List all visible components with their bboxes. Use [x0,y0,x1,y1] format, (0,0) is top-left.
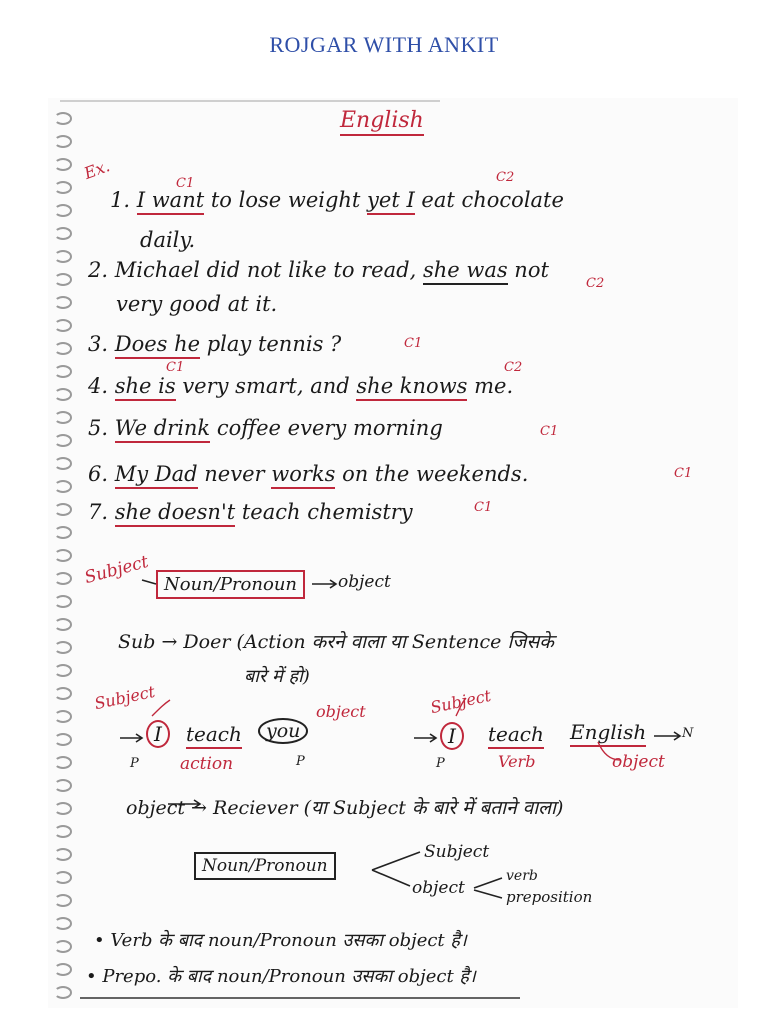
diagram2-preposition: preposition [506,888,593,906]
example-a-p2: P [296,754,305,769]
arrow-english-object [598,742,620,760]
s1-c1-mark: C1 [176,176,195,191]
s2-c2-mark: C2 [586,276,605,291]
sentence-7: 7. she doesn't teach chemistry [88,500,413,524]
s1-clause1: I want [137,188,204,215]
s6-c1-mark: C1 [674,466,693,481]
bullet-2: • Prepo. के बाद noun/Pronoun उसका object है। [86,966,476,987]
sentence-1: 1. I want to lose weight yet I eat chocolate [110,188,564,212]
example-a-you: you [258,720,308,742]
sentence-2: 2. Michael did not like to read, she was not [88,258,549,282]
arrow-subject-b [456,698,466,716]
page-header: ROJGAR WITH ANKIT [269,32,499,57]
s4-c1-mark: C1 [166,360,185,375]
example-b-object: object [612,752,665,772]
example-label: Ex. [81,156,113,183]
example-a-object: object [316,702,366,721]
diagram2-fork [372,852,420,886]
example-b-subject: Subject [428,685,493,718]
diagram2-object: object [412,878,465,898]
example-b-i: I [440,724,464,748]
diagram2-subject: Subject [424,842,490,862]
s4-c2-mark: C2 [504,360,523,375]
example-b-n: N [682,726,694,741]
diagram2-box: Noun/Pronoun [194,856,336,876]
diagram2-subfork [474,878,502,898]
example-b-verb: Verb [498,752,536,771]
arrow-example-a [120,734,142,742]
diagram1-subject: Subject [82,551,151,589]
sentence-6: 6. My Dad never works on the weekends. [88,462,528,486]
s1-c2-mark: C2 [496,170,515,185]
example-a-i: I [146,722,170,746]
arrow-object-def [168,800,200,808]
sentence-2-line2: very good at it. [116,292,278,316]
arrow-english-n [654,732,680,740]
subject-definition: Sub → Doer (Action करने वाला या Sentence जिसके [118,631,554,653]
sentence-5: 5. We drink coffee every morning [88,416,443,440]
example-a-action: action [180,754,234,774]
arrow-to-box [142,580,156,584]
arrow-subject-a [152,700,170,716]
diagram1-object: object [338,572,391,592]
diagram2-verb: verb [506,868,538,884]
sentence-1-line2: daily. [140,228,196,252]
sentence-4: 4. she is very smart, and she knows me. [88,374,513,398]
example-a-subject: Subject [92,681,157,714]
example-b-p: P [436,756,445,771]
diagram1-box: Noun/Pronoun [156,574,305,595]
example-a-p1: P [130,756,139,771]
example-b-teach: teach [488,722,544,746]
bullet-1: • Verb के बाद noun/Pronoun उसका object है। [94,930,467,951]
sentence-3: 3. Does he play tennis ? [88,332,341,356]
subject-definition-line2: बारे में हो) [244,666,310,687]
example-a-teach: teach [186,722,242,746]
notes-heading: English [340,108,424,133]
arrow-example-b [414,734,436,742]
s3-c1-mark: C1 [404,336,423,351]
s7-c1-mark: C1 [474,500,493,515]
arrow-to-object [312,580,336,588]
example-b-english: English [570,720,646,744]
object-definition: object → Reciever (या Subject के बारे में बताने वाला) [126,797,564,819]
s5-c1-mark: C1 [540,424,559,439]
